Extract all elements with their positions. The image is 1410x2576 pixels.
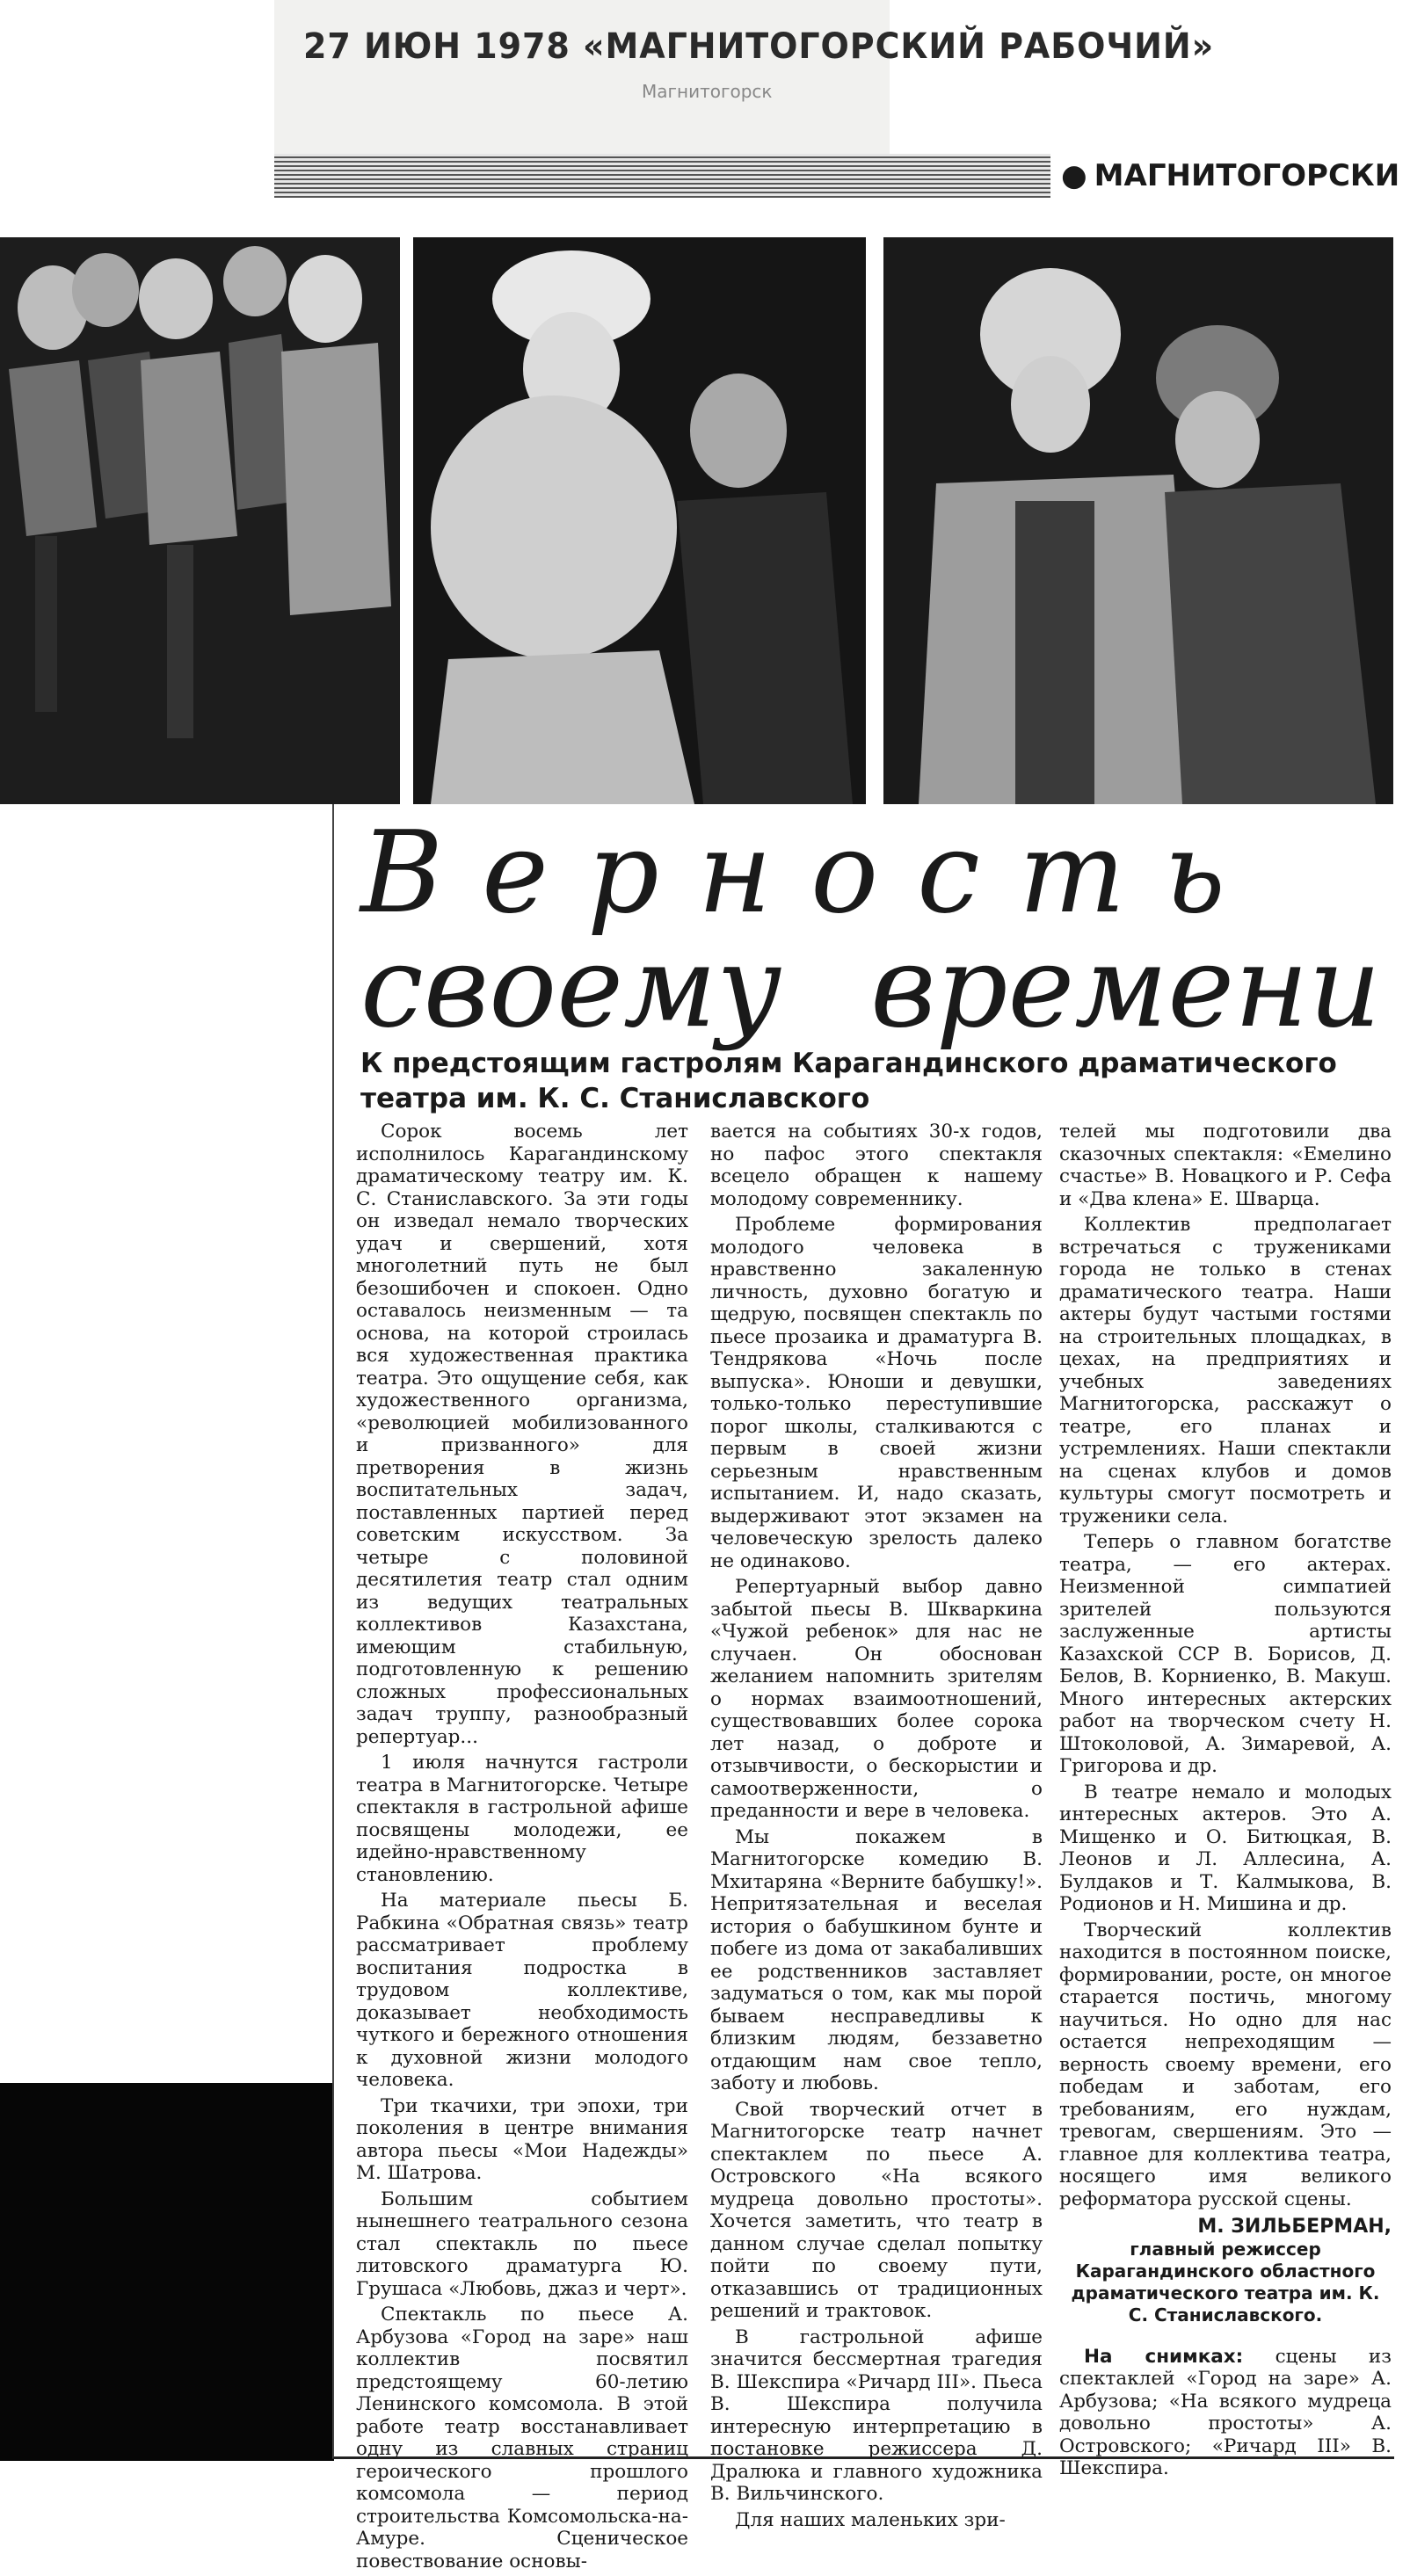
paragraph: Творческий коллектив находится в постоянном поиске, формировании, росте, он многое старается постичь, многому научиться. Но одно для нас остается непреходящим — верность своему времени, его победам и заботам, его требованиям, его нуждам, тревогам, свершениям. Это — главное для коллектива театра, носящего имя великого реформатора русской сцены. [1059,1919,1392,2210]
date-stamp: 27 ИЮН 1978 «МАГНИТОГОРСКИЙ РАБОЧИЙ» [303,26,1215,67]
article-column-1 [356,1121,688,2576]
photo-richard-iii-scene [883,237,1393,804]
paragraph: 1 июля начнутся гастроли театра в Магнитогорске. Четыре спектакля в гастрольной афише посвящены молодежи, ее идейно-нравственному становлению. [356,1752,688,1886]
paragraph: В театре немало и молодых интересных актеров. Это А. Мищенко и О. Битюцкая, В. Леонов и Л. Аллесина, А. Булдаков и Т. Калмыкова, В. Родионов и Н. Мишина и др. [1059,1781,1392,1915]
article-column-3 [1059,1121,1392,2484]
paragraph: Коллектив предполагает встречаться с тружениками города не только в стенах драматического театра. Наши актеры будут частыми гостями на строительных площадках, в цехах, на предприятиях и учебных заведениях Магнитогорска, расскажут о театре, его планах и устремлениях. Наши спектакли на сценах клубов и домов культуры смогут посмотреть и труженики села. [1059,1214,1392,1527]
author-name: М. ЗИЛЬБЕРМАН, [1197,2216,1392,2238]
paragraph: Проблеме формирования молодого человека в нравственно закаленную личность, духовно богатую и щедрую, посвящен спектакль по пьесе прозаика и драматурга В. Тендрякова «Ночь после выпуска». Юноши и девушки, только-только переступившие порог школы, сталкиваются с первым в своей жизни серьезным нравственным испытанием. И, надо сказать, выдерживают этот экзамен на человеческую зрелость далеко не одинаково. [710,1214,1043,1572]
paragraph: Большим событием нынешнего театрального сезона стал спектакль по пьесе литовского драматурга Ю. Грушаса «Любовь, джаз и черт». [356,2188,688,2300]
stamp-subtext: Магнитогорск [642,81,773,102]
paragraph: Свой творческий отчет в Магнитогорске театр начнет спектаклем по пьесе А. Островского «На всякого мудреца довольно простоты». Хочется заметить, что театр в данном случае сделал попытку пойти по своему пути, отказавшись от традиционных решений и трактовок. [710,2098,1043,2322]
author-role: главный режиссер Карагандинского областного драматического театра им. К. С. Станиславского. [1071,2238,1380,2326]
headline-line-2: своему времени [360,922,1381,1053]
paragraph: Сорок восемь лет исполнилось Карагандинскому драматическому театру им. К. С. Станиславского. За эти годы он изведал немало творческих удач и свершений, хотя многолетний путь не был безошибочен и спокоен. Одно оставалось неизменным — та основа, на которой строилась вся художественная практика театра. Это ощущение себя, как художественного организма, «революцией мобилизованного и призванного» для претворения в жизнь воспитательных задач, поставленных партией перед советским искусством. За четыре с половиной десятилетия театр стал одним из ведущих театральных коллективов Казахстана, имеющим стабильную, подготовленную к решению сложных профессиональных задач труппу, разнообразный репертуар... [356,1121,688,1748]
paragraph: Для наших маленьких зри- [735,2508,1006,2531]
paragraph: Спектакль по пьесе А. Арбузова «Город на заре» наш коллектив посвятил предстоящему 60-летию Ленинского комсомола. В этой работе театр восстанавливает одну из славных страниц героического прошлого комсомола — период строительства Комсомольска-на-Амуре. Сценическое повествование основы- [356,2304,688,2572]
headline-line-1: Верность [360,808,1264,939]
caption-text: сцены из спектаклей «Город на заре» А. Арбузова; «На всякого мудреца довольно простоты» А. Островского; «Ричард III» В. Шекспира. [1059,2345,1392,2479]
paragraph: Теперь о главном богатстве театра, — его актерах. Неизменной симпатией зрителей пользуются заслуженные артисты Казахской ССР В. Борисов, Д. Белов, В. Корниенко, В. Макуш. Много интересных актерских работ на творческом счету Н. Штоколовой, А. Зимаревой, А. Григорова и др. [1059,1531,1392,1777]
paragraph: Три ткачихи, три эпохи, три поколения в центре внимания автора пьесы «Мои Надежды» М. Шатрова. [356,2094,688,2184]
scan-dark-edge [0,2083,334,2461]
photo-wise-man-scene [413,237,866,804]
photo-caption [1059,2346,1392,2480]
newspaper-masthead: ● МАГНИТОГОРСКИ [1050,154,1410,198]
article-column-2 [710,1121,1043,2535]
paragraph: телей мы подготовили два сказочных спектакля: «Емелино счастье» В. Новацкого и Р. Сефа и «Два клена» Е. Шварца. [1059,1121,1392,1210]
paragraph: В гастрольной афише значится бессмертная трагедия В. Шекспира «Ричард III». Пьеса В. Шекспира получила интересную интерпретацию в постановке режиссера Д. Дралюка и главного художника В. Вильчинского. [710,2326,1043,2505]
paragraph: На материале пьесы Б. Рабкина «Обратная связь» театр рассматривает проблему воспитания подростка в трудовом коллективе, доказывает необходимость чуткого и бережного отношения к духовной жизни молодого человека. [356,1890,688,2091]
caption-label: На снимках: [1084,2345,1244,2368]
paragraph: вается на событиях 30-х годов, но пафос этого спектакля всецело обращен к нашему молодому современнику. [710,1121,1043,1210]
photo-city-at-dawn-scene [0,237,400,804]
subheadline: К предстоящим гастролям Карагандинского драматического театра им. К. С. Станиславского [360,1048,1337,1114]
paragraph: Мы покажем в Магнитогорске комедию В. Мхитаряна «Верните бабушку!». Непритязательная и веселая история о бабушкином бунте и побеге из дома от закабаливших ее родственников заставляет задуматься о том, как мы порой бываем несправедливы к близким людям, беззаветно отдающим нам свое тепло, заботу и любовь. [710,1825,1043,2094]
paragraph: Репертуарный выбор давно забытой пьесы В. Шкваркина «Чужой ребенок» для нас не случаен. Он обоснован желанием напомнить зрителям о нормах взаимоотношений, существовавших более сорока лет назад, о доброте и отзывчивости, о бескорыстии и самоотверженности, о преданности и вере в человека. [710,1576,1043,1822]
clipping-stamp-strip [274,0,890,167]
